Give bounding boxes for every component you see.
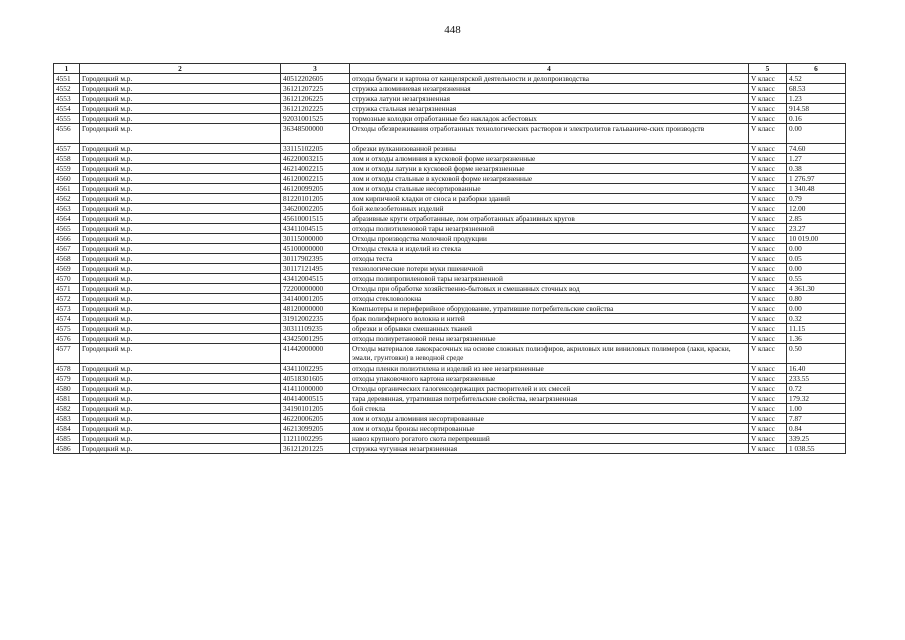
waste-name-cell: навоз крупного рогатого скота перепревший [350, 434, 749, 444]
waste-name-cell: бой стекла [350, 404, 749, 414]
row-number-cell: 4571 [54, 284, 80, 294]
row-number-cell: 4573 [54, 304, 80, 314]
district-cell: Городецкий м.р. [80, 444, 281, 454]
district-cell: Городецкий м.р. [80, 274, 281, 284]
district-cell: Городецкий м.р. [80, 124, 281, 144]
district-cell: Городецкий м.р. [80, 214, 281, 224]
district-cell: Городецкий м.р. [80, 254, 281, 264]
waste-name-cell: тормозные колодки отработанные без накладок асбестовых [350, 114, 749, 124]
row-number-cell: 4555 [54, 114, 80, 124]
district-cell: Городецкий м.р. [80, 174, 281, 184]
code-cell: 36121206225 [281, 94, 350, 104]
amount-cell: 0.00 [787, 304, 846, 314]
table-row [54, 414, 846, 424]
table-row [54, 394, 846, 404]
amount-cell: 23.27 [787, 224, 846, 234]
row-number-cell: 4557 [54, 144, 80, 154]
row-number-cell: 4586 [54, 444, 80, 454]
hazard-class-cell: V класс [749, 444, 787, 454]
district-cell: Городецкий м.р. [80, 284, 281, 294]
table-row [54, 234, 846, 244]
district-cell: Городецкий м.р. [80, 434, 281, 444]
row-number-cell: 4578 [54, 364, 80, 374]
table-row [54, 104, 846, 114]
table-row [54, 144, 846, 154]
code-cell: 34620002205 [281, 204, 350, 214]
table-row [54, 334, 846, 344]
waste-name-cell: Отходы органических галогенсодержащих растворителей и их смесей [350, 384, 749, 394]
waste-name-cell: отходы бумаги и картона от канцелярской деятельности и делопроизводства [350, 74, 749, 84]
row-number-cell: 4581 [54, 394, 80, 404]
code-cell: 30115000000 [281, 234, 350, 244]
amount-cell: 2.85 [787, 214, 846, 224]
hazard-class-cell: V класс [749, 94, 787, 104]
district-cell: Городецкий м.р. [80, 374, 281, 384]
row-number-cell: 4565 [54, 224, 80, 234]
code-cell: 34190101205 [281, 404, 350, 414]
district-cell: Городецкий м.р. [80, 394, 281, 404]
waste-name-cell: отходы полиуретановой пены незагрязненные [350, 334, 749, 344]
code-cell: 36121201225 [281, 444, 350, 454]
waste-name-cell: лом и отходы алюминия несортированные [350, 414, 749, 424]
hazard-class-cell: V класс [749, 214, 787, 224]
hazard-class-cell: V класс [749, 144, 787, 154]
table-row [54, 204, 846, 214]
row-number-cell: 4561 [54, 184, 80, 194]
code-cell: 30311109235 [281, 324, 350, 334]
waste-name-cell: отходы полиэтиленовой тары незагрязненной [350, 224, 749, 234]
table-row [54, 74, 846, 84]
table-row [54, 444, 846, 454]
district-cell: Городецкий м.р. [80, 104, 281, 114]
code-cell: 46220003215 [281, 154, 350, 164]
row-number-cell: 4584 [54, 424, 80, 434]
table-row [54, 404, 846, 414]
table-row [54, 284, 846, 294]
row-number-cell: 4558 [54, 154, 80, 164]
table-row [54, 244, 846, 254]
amount-cell: 0.80 [787, 294, 846, 304]
district-cell: Городецкий м.р. [80, 334, 281, 344]
code-cell: 81220101205 [281, 194, 350, 204]
hazard-class-cell: V класс [749, 154, 787, 164]
amount-cell: 1 276.97 [787, 174, 846, 184]
column-header: 1 [54, 64, 80, 74]
hazard-class-cell: V класс [749, 284, 787, 294]
waste-name-cell: отходы стекловолокна [350, 294, 749, 304]
amount-cell: 74.60 [787, 144, 846, 154]
amount-cell: 0.38 [787, 164, 846, 174]
amount-cell: 1.27 [787, 154, 846, 164]
table-row [54, 344, 846, 364]
row-number-cell: 4551 [54, 74, 80, 84]
amount-cell: 339.25 [787, 434, 846, 444]
code-cell: 11211002295 [281, 434, 350, 444]
column-header: 2 [80, 64, 281, 74]
waste-name-cell: отходы теста [350, 254, 749, 264]
code-cell: 36348500000 [281, 124, 350, 144]
code-cell: 46120099205 [281, 184, 350, 194]
row-number-cell: 4572 [54, 294, 80, 304]
waste-name-cell: Отходы обезвреживания отработанных технологических растворов и электролитов гальваниче-ских производств [350, 124, 749, 144]
amount-cell: 0.00 [787, 264, 846, 274]
code-cell: 46213099205 [281, 424, 350, 434]
waste-name-cell: Отходы производства молочной продукции [350, 234, 749, 244]
row-number-cell: 4560 [54, 174, 80, 184]
waste-name-cell: отходы упаковочного картона незагрязненные [350, 374, 749, 384]
waste-name-cell: стружка стальная незагрязненная [350, 104, 749, 114]
page-number: 448 [444, 24, 461, 36]
table-row [54, 124, 846, 144]
hazard-class-cell: V класс [749, 164, 787, 174]
code-cell: 45100000000 [281, 244, 350, 254]
hazard-class-cell: V класс [749, 274, 787, 284]
code-cell: 31912002235 [281, 314, 350, 324]
row-number-cell: 4569 [54, 264, 80, 274]
district-cell: Городецкий м.р. [80, 94, 281, 104]
code-cell: 46120002215 [281, 174, 350, 184]
row-number-cell: 4552 [54, 84, 80, 94]
code-cell: 43411002295 [281, 364, 350, 374]
waste-name-cell: тара деревянная, утратившая потребительские свойства, незагрязненная [350, 394, 749, 404]
waste-name-cell: Отходы стекла и изделий из стекла [350, 244, 749, 254]
amount-cell: 0.72 [787, 384, 846, 394]
code-cell: 72200000000 [281, 284, 350, 294]
row-number-cell: 4562 [54, 194, 80, 204]
table-row [54, 304, 846, 314]
amount-cell: 0.16 [787, 114, 846, 124]
code-cell: 41442000000 [281, 344, 350, 364]
hazard-class-cell: V класс [749, 244, 787, 254]
hazard-class-cell: V класс [749, 324, 787, 334]
code-cell: 36121207225 [281, 84, 350, 94]
hazard-class-cell: V класс [749, 204, 787, 214]
row-number-cell: 4556 [54, 124, 80, 144]
district-cell: Городецкий м.р. [80, 194, 281, 204]
row-number-cell: 4582 [54, 404, 80, 414]
table-row [54, 194, 846, 204]
amount-cell: 0.84 [787, 424, 846, 434]
hazard-class-cell: V класс [749, 344, 787, 364]
waste-name-cell: Отходы при обработке хозяйственно-бытовых и смешанных сточных вод [350, 284, 749, 294]
waste-name-cell: бой железобетонных изделий [350, 204, 749, 214]
district-cell: Городецкий м.р. [80, 324, 281, 334]
district-cell: Городецкий м.р. [80, 164, 281, 174]
table-body [54, 74, 846, 454]
hazard-class-cell: V класс [749, 74, 787, 84]
amount-cell: 1.23 [787, 94, 846, 104]
hazard-class-cell: V класс [749, 434, 787, 444]
table-row [54, 224, 846, 234]
amount-cell: 1.36 [787, 334, 846, 344]
table-row [54, 184, 846, 194]
hazard-class-cell: V класс [749, 114, 787, 124]
waste-name-cell: лом и отходы бронзы несортированные [350, 424, 749, 434]
table-row [54, 94, 846, 104]
code-cell: 41411000000 [281, 384, 350, 394]
hazard-class-cell: V класс [749, 404, 787, 414]
amount-cell: 0.79 [787, 194, 846, 204]
waste-name-cell: Компьютеры и периферийное оборудование, утратившие потребительские свойства [350, 304, 749, 314]
row-number-cell: 4583 [54, 414, 80, 424]
amount-cell: 233.55 [787, 374, 846, 384]
waste-name-cell: технологические потери муки пшеничной [350, 264, 749, 274]
hazard-class-cell: V класс [749, 374, 787, 384]
amount-cell: 1 340.48 [787, 184, 846, 194]
row-number-cell: 4576 [54, 334, 80, 344]
amount-cell: 4 361.30 [787, 284, 846, 294]
row-number-cell: 4563 [54, 204, 80, 214]
table-row [54, 264, 846, 274]
waste-name-cell: обрезки вулканизованной резины [350, 144, 749, 154]
district-cell: Городецкий м.р. [80, 314, 281, 324]
row-number-cell: 4567 [54, 244, 80, 254]
row-number-cell: 4564 [54, 214, 80, 224]
code-cell: 36121202225 [281, 104, 350, 114]
table-row [54, 164, 846, 174]
column-header: 4 [350, 64, 749, 74]
row-number-cell: 4553 [54, 94, 80, 104]
hazard-class-cell: V класс [749, 254, 787, 264]
code-cell: 43412004515 [281, 274, 350, 284]
district-cell: Городецкий м.р. [80, 304, 281, 314]
hazard-class-cell: V класс [749, 384, 787, 394]
hazard-class-cell: V класс [749, 84, 787, 94]
district-cell: Городецкий м.р. [80, 344, 281, 364]
district-cell: Городецкий м.р. [80, 84, 281, 94]
row-number-cell: 4570 [54, 274, 80, 284]
district-cell: Городецкий м.р. [80, 114, 281, 124]
row-number-cell: 4566 [54, 234, 80, 244]
hazard-class-cell: V класс [749, 424, 787, 434]
row-number-cell: 4577 [54, 344, 80, 364]
column-header: 6 [787, 64, 846, 74]
amount-cell: 12.00 [787, 204, 846, 214]
row-number-cell: 4580 [54, 384, 80, 394]
code-cell: 40414000515 [281, 394, 350, 404]
header-row [54, 64, 846, 74]
code-cell: 40512202605 [281, 74, 350, 84]
district-cell: Городецкий м.р. [80, 384, 281, 394]
waste-name-cell: лом и отходы стальные в кусковой форме незагрязненные [350, 174, 749, 184]
hazard-class-cell: V класс [749, 394, 787, 404]
table-row [54, 214, 846, 224]
waste-name-cell: абразивные круги отработанные, лом отработанных абразивных кругов [350, 214, 749, 224]
table-row [54, 254, 846, 264]
hazard-class-cell: V класс [749, 414, 787, 424]
row-number-cell: 4575 [54, 324, 80, 334]
hazard-class-cell: V класс [749, 294, 787, 304]
table-row [54, 374, 846, 384]
district-cell: Городецкий м.р. [80, 414, 281, 424]
column-header: 3 [281, 64, 350, 74]
amount-cell: 0.05 [787, 254, 846, 264]
waste-name-cell: брак полиэфирного волокна и нитей [350, 314, 749, 324]
table-row [54, 114, 846, 124]
amount-cell: 0.55 [787, 274, 846, 284]
waste-name-cell: стружка латуни незагрязненная [350, 94, 749, 104]
table-row [54, 84, 846, 94]
waste-name-cell: лом и отходы алюминия в кусковой форме незагрязненные [350, 154, 749, 164]
district-cell: Городецкий м.р. [80, 74, 281, 84]
hazard-class-cell: V класс [749, 314, 787, 324]
row-number-cell: 4559 [54, 164, 80, 174]
table-row [54, 324, 846, 334]
amount-cell: 11.15 [787, 324, 846, 334]
district-cell: Городецкий м.р. [80, 224, 281, 234]
district-cell: Городецкий м.р. [80, 154, 281, 164]
waste-name-cell: Отходы материалов лакокрасочных на основе сложных полиэфиров, акриловых или виниловых полимеров (лаки, краски, эмали, грунтовки) в неводной среде [350, 344, 749, 364]
table-row [54, 154, 846, 164]
hazard-class-cell: V класс [749, 184, 787, 194]
row-number-cell: 4568 [54, 254, 80, 264]
amount-cell: 179.32 [787, 394, 846, 404]
hazard-class-cell: V класс [749, 264, 787, 274]
table-row [54, 294, 846, 304]
amount-cell: 7.87 [787, 414, 846, 424]
table-row [54, 424, 846, 434]
waste-name-cell: отходы полипропиленовой тары незагрязненной [350, 274, 749, 284]
waste-name-cell: лом и отходы латуни в кусковой форме незагрязненные [350, 164, 749, 174]
hazard-class-cell: V класс [749, 124, 787, 144]
waste-name-cell: стружка чугунная незагрязненная [350, 444, 749, 454]
waste-name-cell: обрезки и обрывки смешанных тканей [350, 324, 749, 334]
code-cell: 34140001205 [281, 294, 350, 304]
amount-cell: 1.00 [787, 404, 846, 414]
amount-cell: 0.50 [787, 344, 846, 364]
table-row [54, 174, 846, 184]
district-cell: Городецкий м.р. [80, 184, 281, 194]
district-cell: Городецкий м.р. [80, 294, 281, 304]
code-cell: 43411004515 [281, 224, 350, 234]
district-cell: Городецкий м.р. [80, 204, 281, 214]
amount-cell: 1 038.55 [787, 444, 846, 454]
amount-cell: 914.58 [787, 104, 846, 114]
district-cell: Городецкий м.р. [80, 144, 281, 154]
district-cell: Городецкий м.р. [80, 364, 281, 374]
amount-cell: 0.00 [787, 244, 846, 254]
waste-name-cell: отходы пленки полиэтилена и изделий из нее незагрязненные [350, 364, 749, 374]
table-row [54, 434, 846, 444]
hazard-class-cell: V класс [749, 334, 787, 344]
code-cell: 48120000000 [281, 304, 350, 314]
district-cell: Городецкий м.р. [80, 234, 281, 244]
amount-cell: 68.53 [787, 84, 846, 94]
amount-cell: 10 019.00 [787, 234, 846, 244]
hazard-class-cell: V класс [749, 234, 787, 244]
table-row [54, 384, 846, 394]
amount-cell: 4.52 [787, 74, 846, 84]
row-number-cell: 4585 [54, 434, 80, 444]
amount-cell: 0.32 [787, 314, 846, 324]
hazard-class-cell: V класс [749, 364, 787, 374]
waste-name-cell: стружка алюминиевая незагрязненная [350, 84, 749, 94]
code-cell: 92031001525 [281, 114, 350, 124]
code-cell: 30117902395 [281, 254, 350, 264]
column-header: 5 [749, 64, 787, 74]
waste-register-table [53, 63, 846, 454]
waste-name-cell: лом кирпичной кладки от сноса и разборки зданий [350, 194, 749, 204]
district-cell: Городецкий м.р. [80, 424, 281, 434]
code-cell: 40518301605 [281, 374, 350, 384]
hazard-class-cell: V класс [749, 194, 787, 204]
code-cell: 46220006205 [281, 414, 350, 424]
row-number-cell: 4574 [54, 314, 80, 324]
district-cell: Городецкий м.р. [80, 244, 281, 254]
hazard-class-cell: V класс [749, 104, 787, 114]
row-number-cell: 4579 [54, 374, 80, 384]
amount-cell: 16.40 [787, 364, 846, 374]
waste-name-cell: лом и отходы стальные несортированные [350, 184, 749, 194]
code-cell: 43425001295 [281, 334, 350, 344]
table-row [54, 274, 846, 284]
hazard-class-cell: V класс [749, 174, 787, 184]
table-row [54, 314, 846, 324]
code-cell: 46214002215 [281, 164, 350, 174]
code-cell: 30117121495 [281, 264, 350, 274]
code-cell: 33115102205 [281, 144, 350, 154]
code-cell: 45610001515 [281, 214, 350, 224]
table-row [54, 364, 846, 374]
row-number-cell: 4554 [54, 104, 80, 114]
amount-cell: 0.00 [787, 124, 846, 144]
hazard-class-cell: V класс [749, 224, 787, 234]
hazard-class-cell: V класс [749, 304, 787, 314]
district-cell: Городецкий м.р. [80, 264, 281, 274]
district-cell: Городецкий м.р. [80, 404, 281, 414]
